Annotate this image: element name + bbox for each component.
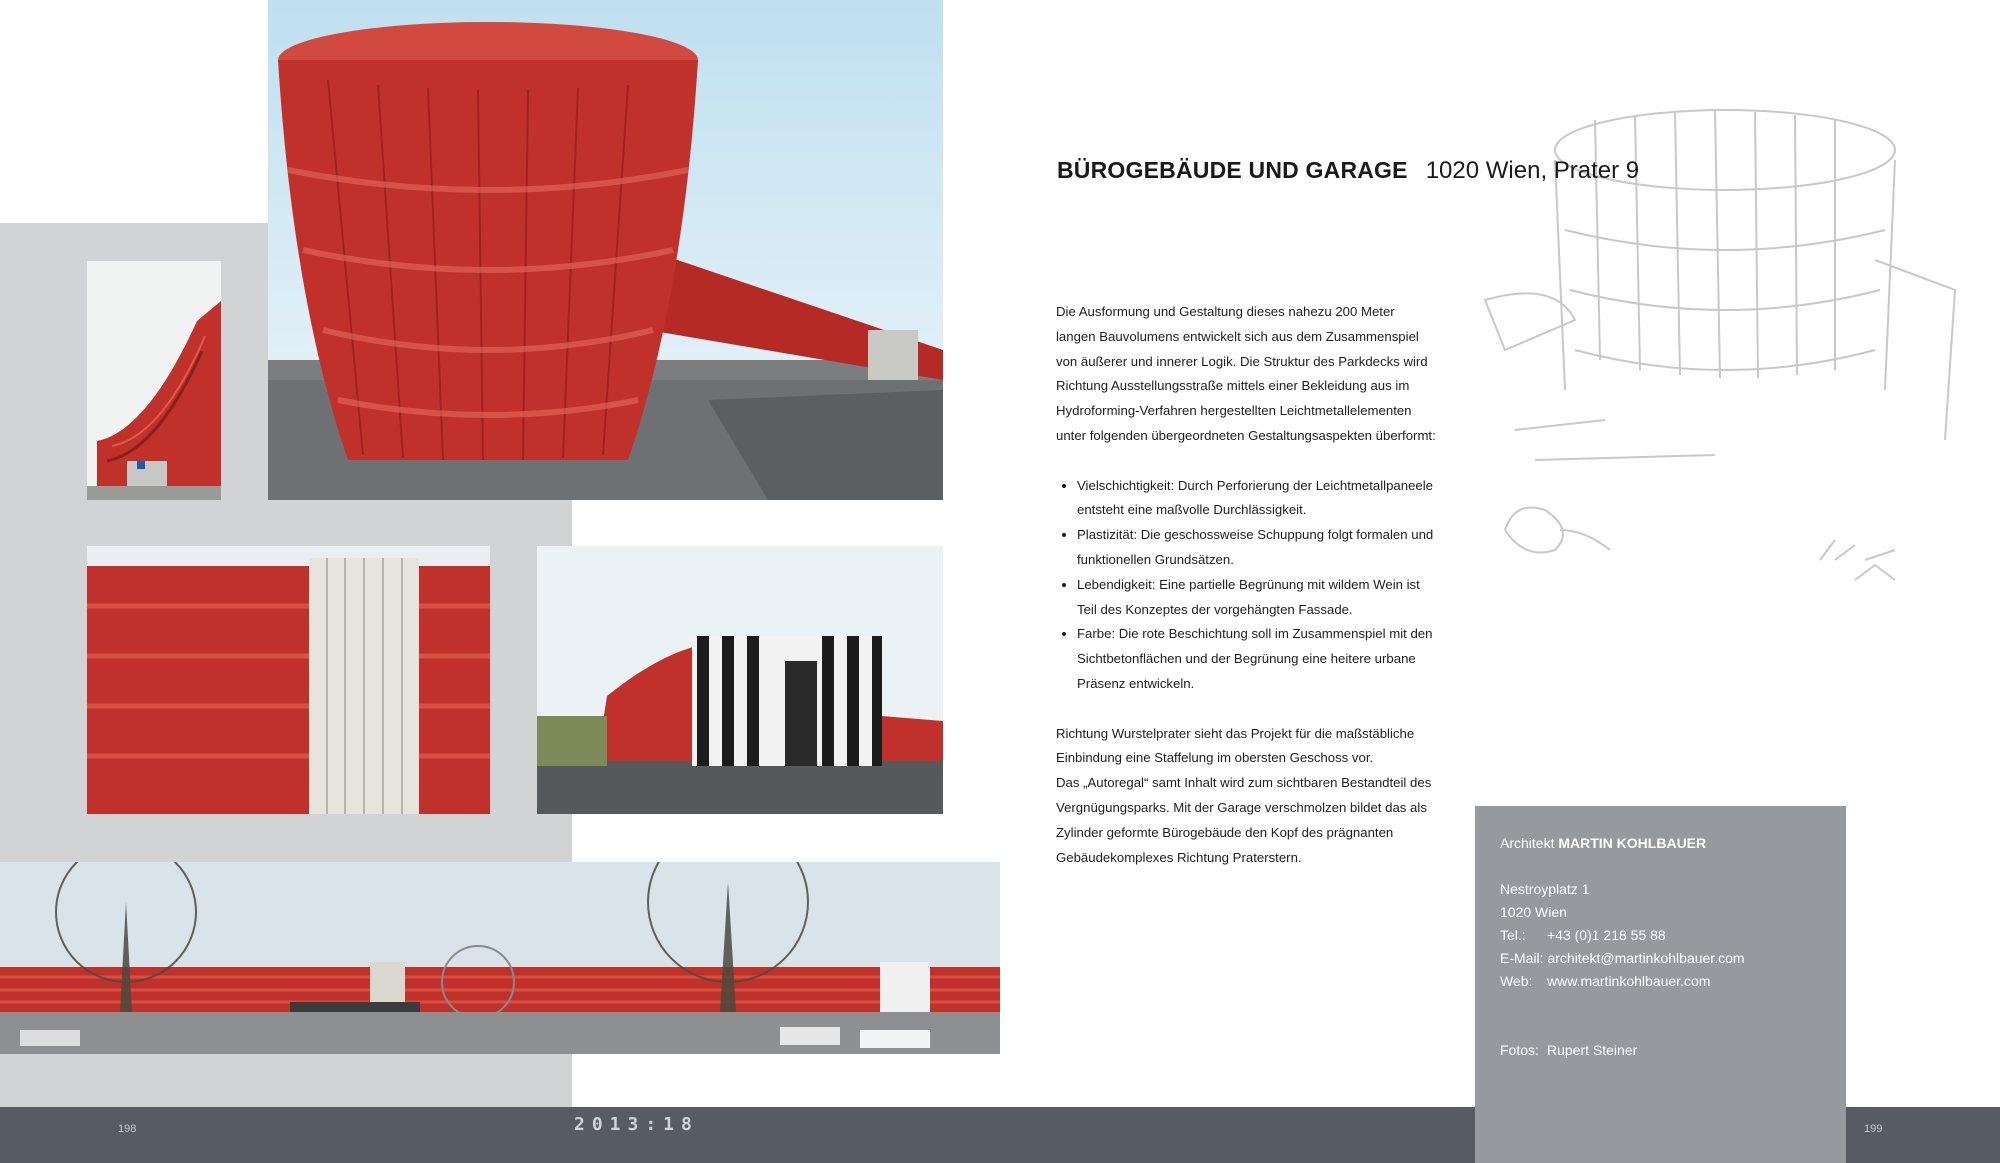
article-body: [1056, 300, 1436, 870]
list-item: • Vielschichtigkeit: Durch Perforierung der Leichtmetallpaneele entsteht eine maßvolle Durchlässigkeit.: [1077, 474, 1436, 524]
project-location: 1020 Wien, Prater 9: [1425, 157, 1640, 184]
list-item: • Lebendigkeit: Eine partielle Begrünung mit wildem Wein ist Teil des Konzeptes der vorgehängten Fassade.: [1077, 573, 1436, 623]
outro-paragraph-1: Richtung Wurstelprater sieht das Projekt für die maßstäbliche Einbindung eine Staffelung im obersten Geschoss vor.: [1056, 725, 1415, 766]
outro-paragraph-2: Das „Autoregal“ samt Inhalt wird zum sichtbaren Bestandteil des Vergnügungsparks. Mit der Garage verschmolzen bildet das als Zylinder geformte Bürogebäude den Kopf des prägnanten Gebäudekomplexes Richtung Praterstern.: [1056, 775, 1432, 865]
list-item: • Plastizität: Die geschossweise Schuppung folgt formalen und funktionellen Grundsätzen.: [1077, 523, 1436, 573]
photo-credit-label: Fotos:: [1500, 1042, 1539, 1058]
architect-prefix: Architekt: [1500, 835, 1555, 851]
publication-brand: 2013:18: [574, 1114, 699, 1135]
architect-sketch: [1475, 60, 1965, 620]
architect-heading: [1500, 832, 1840, 855]
intro-paragraph: Die Ausformung und Gestaltung dieses nahezu 200 Meter langen Bauvolumens entwickelt sich aus dem Zusammenspiel von äußerer und innerer Logik. Die Struktur des Parkdecks wird Richtung Ausstellungsstraße mittels einer Bekleidung aus im Hydroforming-Verfahren hergestellten Leichtmetallelementen unter folgenden übergeordneten Gestaltungsaspekten überformt:: [1056, 304, 1436, 443]
article-title: [1057, 157, 1639, 185]
web-row: [1500, 970, 1840, 993]
email-address[interactable]: architekt@martinkohlbauer.com: [1547, 950, 1745, 966]
info-box-footer-overlap: [1475, 1107, 1846, 1163]
phone-row: [1500, 924, 1840, 947]
web-label: Web:: [1500, 973, 1533, 989]
address-city: 1020 Wien: [1500, 904, 1567, 920]
list-item: • Farbe: Die rote Beschichtung soll im Zusammenspiel mit den Sichtbetonflächen und der Begrünung eine heitere urbane Präsenz entwickeln.: [1077, 622, 1436, 696]
photographer-name: Rupert Steiner: [1547, 1042, 1638, 1058]
architect-name: MARTIN KOHLBAUER: [1558, 835, 1707, 851]
phone-label: Tel.:: [1500, 927, 1526, 943]
page-number-right: 199: [1864, 1123, 1883, 1135]
photo-office-cylinder: [537, 546, 943, 814]
photo-garage-corner: [87, 261, 221, 500]
photo-panorama: [0, 862, 1000, 1054]
address-street: Nestroyplatz 1: [1500, 881, 1590, 897]
phone-number: +43 (0)1 218 55 88: [1547, 927, 1666, 943]
project-name: BÜROGEBÄUDE UND GARAGE: [1057, 157, 1408, 183]
photo-credit-row: [1500, 1039, 1840, 1062]
photo-facade-tower: [87, 546, 490, 814]
web-link[interactable]: www.martinkohlbauer.com: [1547, 973, 1711, 989]
email-row: [1500, 947, 1840, 970]
aspect-list: [1056, 474, 1436, 697]
page-number-left: 198: [118, 1123, 137, 1135]
photo-main-cylinder: [268, 0, 943, 500]
email-label: E-Mail:: [1500, 950, 1544, 966]
